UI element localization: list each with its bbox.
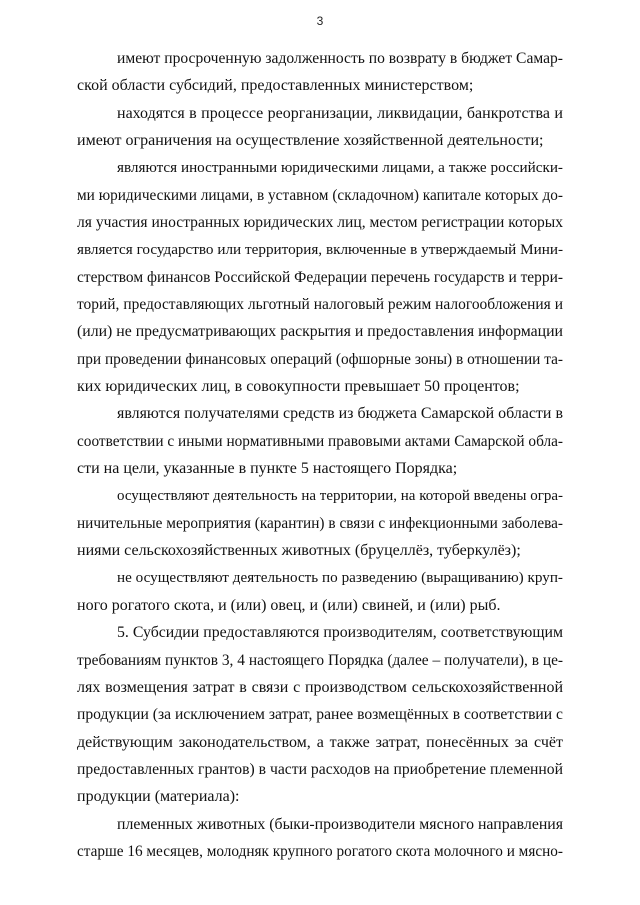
document-body — [77, 45, 563, 865]
text-line: ми юридическими лицами, в уставном (складочном) капитале которых до- — [77, 186, 563, 204]
text-line: действующим законодательством, а также затрат, понесённых за счёт — [77, 733, 563, 751]
text-line: ниями сельскохозяйственных животных (бруцеллёз, туберкулёз); — [77, 542, 521, 560]
text-line: ля участия иностранных юридических лиц, местом регистрации которых — [77, 214, 564, 232]
text-line: являются иностранными юридическими лицами, а также российски- — [117, 159, 563, 177]
text-line: 5. Субсидии предоставляются производителям, соответствующим — [117, 624, 563, 642]
text-line: стерством финансов Российской Федерации перечень государств и терри- — [77, 268, 563, 286]
text-line: являются получателями средств из бюджета Самарской области в — [117, 405, 563, 423]
text-line: торий, предоставляющих льготный налоговый режим налогообложения и — [77, 296, 563, 314]
text-line: требованиям пунктов 3, 4 настоящего Порядка (далее – получатели), в це- — [77, 651, 564, 669]
text-line: соответствии с иными нормативными правовыми актами Самарской обла- — [77, 432, 564, 450]
text-line: не осуществляют деятельность по разведению (выращиванию) круп- — [117, 569, 563, 586]
text-line: осуществляют деятельность на территории, на которой введены огра- — [117, 487, 563, 504]
text-line: ного рогатого скота, и (или) овец, и (или) свиней, и (или) рыб. — [77, 596, 501, 614]
text-line: ской области субсидий, предоставленных министерством; — [77, 77, 474, 95]
text-line: продукции (за исключением затрат, ранее возмещённых в соответствии с — [77, 706, 563, 724]
text-line: (или) не предусматривающих раскрытия и предоставления информации — [77, 323, 563, 341]
text-line: предоставленных грантов) в части расходов на приобретение племенной — [77, 760, 564, 778]
text-line: ких юридических лиц, в совокупности превышает 50 процентов; — [77, 378, 520, 396]
text-line: продукции (материала): — [77, 788, 240, 806]
text-line: сти на цели, указанные в пункте 5 настоящего Порядка; — [77, 460, 458, 478]
text-line: лях возмещения затрат в связи с производством сельскохозяйственной — [77, 678, 564, 696]
text-line: имеют ограничения на осуществление хозяйственной деятельности; — [77, 132, 544, 150]
text-line: является государство или территория, включенные в утверждаемый Мини- — [77, 241, 563, 259]
text-line: находятся в процессе реорганизации, ликвидации, банкротства и — [117, 104, 563, 122]
page-number: 3 — [316, 14, 324, 28]
text-line: племенных животных (быки-производители мясного направления — [117, 815, 564, 833]
text-line: при проведении финансовых операций (офшорные зоны) в отношении та- — [77, 350, 564, 368]
text-line: имеют просроченную задолженность по возврату в бюджет Самар- — [117, 50, 563, 67]
text-line: ничительные мероприятия (карантин) в связи с инфекционными заболева- — [77, 514, 563, 532]
text-line: старше 16 месяцев, молодняк крупного рогатого скота молочного и мясно- — [77, 842, 563, 860]
